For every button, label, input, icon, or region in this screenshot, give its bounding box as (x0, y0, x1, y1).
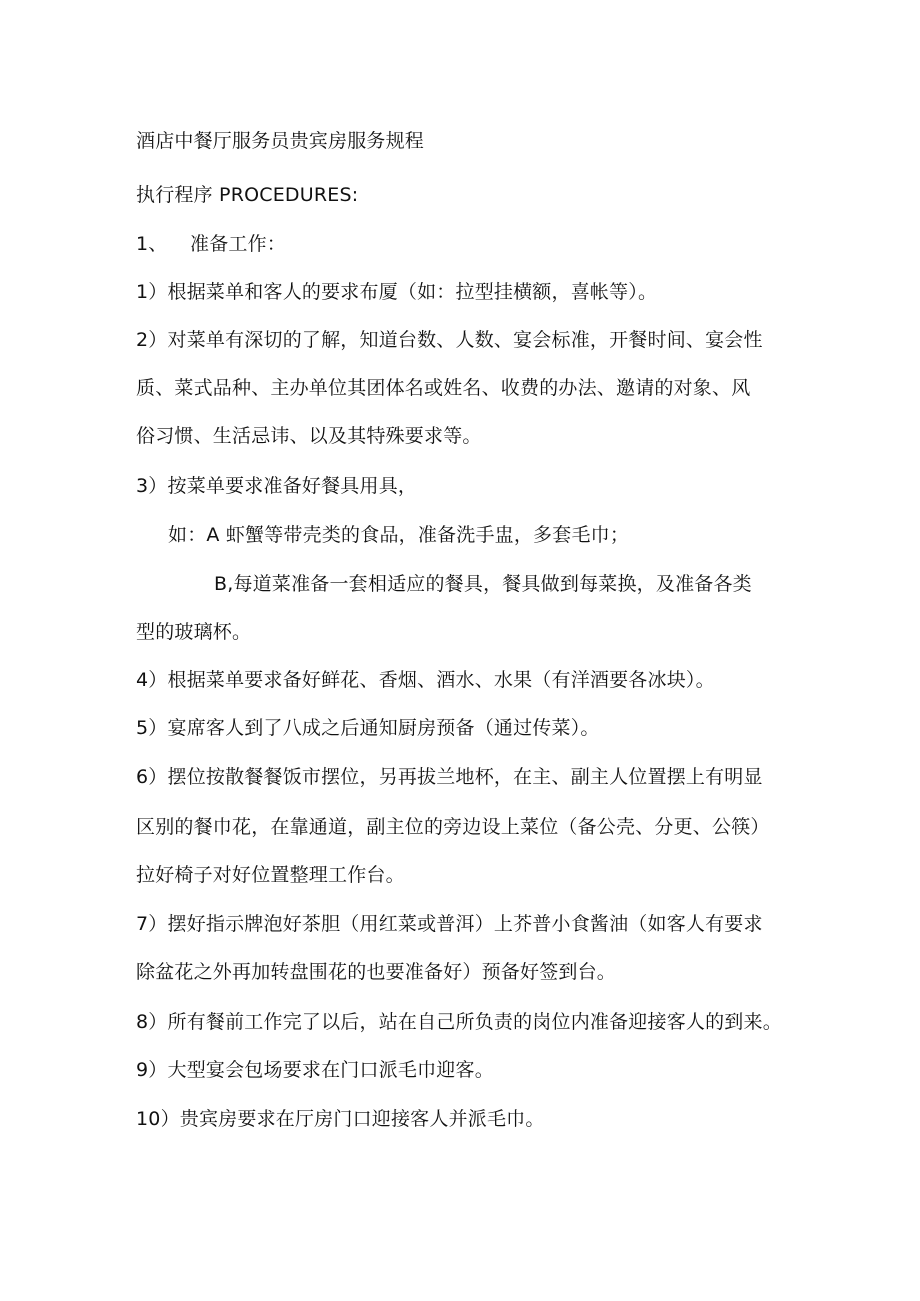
step-6-line-2: 区别的餐巾花，在靠通道，副主位的旁边设上菜位（备公壳、分更、公筷） (136, 816, 770, 838)
step-6-line-3: 拉好椅子对好位置整理工作台。 (136, 864, 405, 886)
step-8: 8）所有餐前工作完了以后，站在自己所负责的岗位内准备迎接客人的到来。 (136, 1011, 782, 1033)
step-3-example-b-line-2: 型的玻璃杯。 (136, 621, 252, 643)
section-label: 准备工作： (190, 233, 287, 255)
step-2-line-3: 俗习惯、生活忌讳、以及其特殊要求等。 (136, 425, 482, 447)
section-number: 1、 (136, 233, 168, 255)
step-9: 9）大型宴会包场要求在门口派毛巾迎客。 (136, 1059, 494, 1081)
step-10: 10）贵宾房要求在厅房门口迎接客人并派毛巾。 (136, 1108, 545, 1130)
step-6-line-1: 6）摆位按散餐餐饭市摆位，另再拔兰地杯，在主、副主人位置摆上有明显 (136, 766, 763, 788)
step-2-line-2: 质、菜式品种、主办单位其团体名或姓名、收费的办法、邀请的对象、风 (136, 377, 751, 399)
document-title: 酒店中餐厅服务员贵宾房服务规程 (136, 130, 425, 152)
step-5: 5）宴席客人到了八成之后通知厨房预备（通过传菜）。 (136, 717, 600, 739)
step-1: 1）根据菜单和客人的要求布厦（如：拉型挂横额，喜帐等）。 (136, 281, 658, 303)
document-subtitle: 执行程序 PROCEDURES: (136, 184, 359, 206)
step-3-example-a: 如：A 虾蟹等带壳类的食品，准备洗手盅，多套毛巾； (168, 524, 630, 546)
step-3-example-b-line-1: B,每道菜准备一套相适应的餐具，餐具做到每菜换，及准备各类 (214, 573, 752, 595)
step-7-line-2: 除盆花之外再加转盘围花的也要准备好）预备好签到台。 (136, 961, 617, 983)
step-7-line-1: 7）摆好指示牌泡好茶胆（用红菜或普洱）上芥普小食酱油（如客人有要求 (136, 913, 763, 935)
step-2-line-1: 2）对菜单有深切的了解，知道台数、人数、宴会标准，开餐时间、宴会性 (136, 329, 763, 351)
step-4: 4）根据菜单要求备好鲜花、香烟、酒水、水果（有洋酒要各冰块）。 (136, 669, 715, 691)
step-3: 3）按菜单要求准备好餐具用具， (136, 475, 418, 497)
